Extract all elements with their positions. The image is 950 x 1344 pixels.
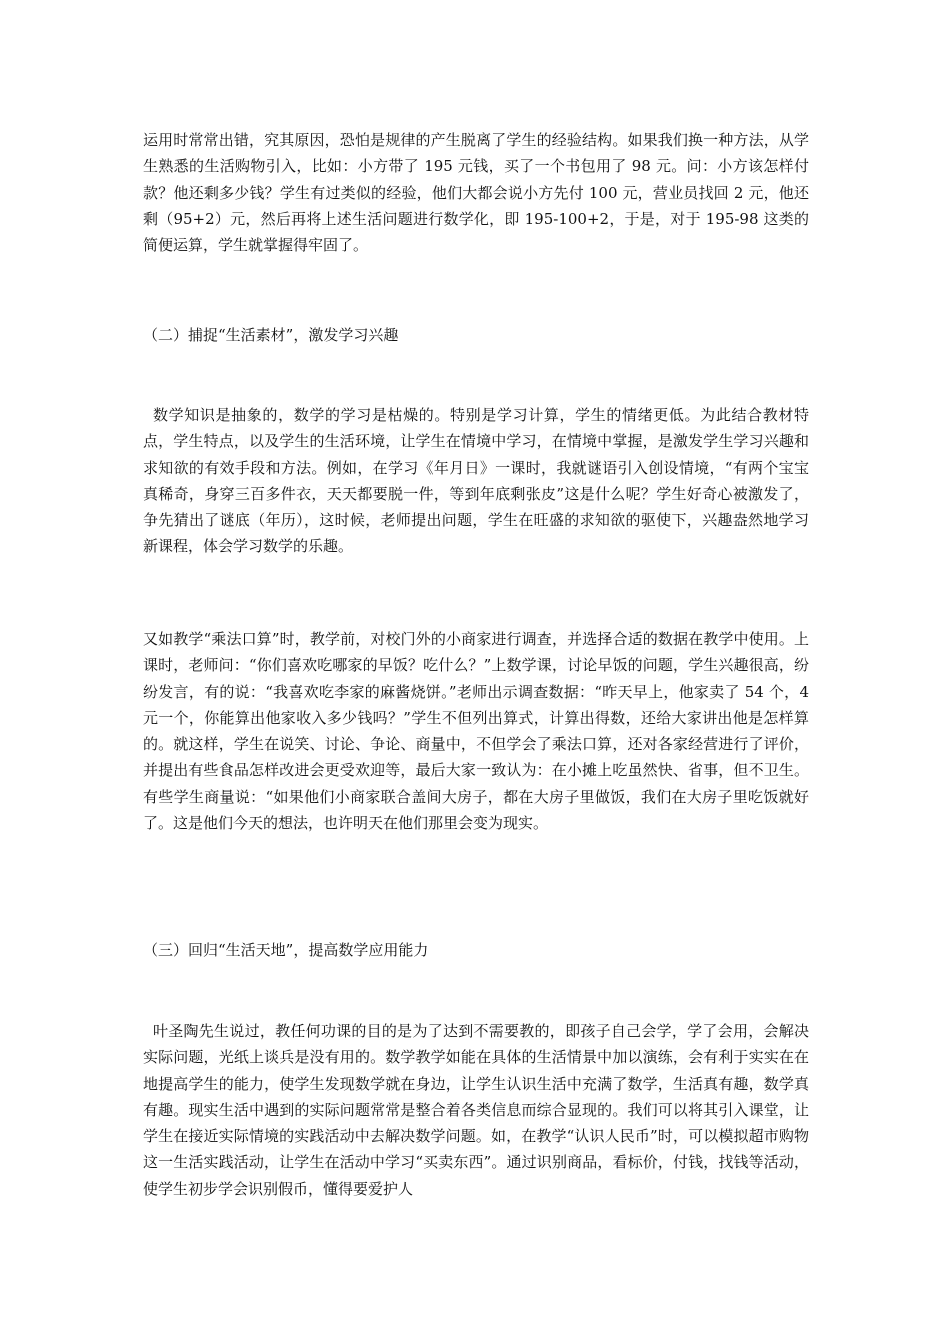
paragraph-2: 数学知识是抽象的，数学的学习是枯燥的。特别是学习计算，学生的情绪更低。为此结合教材特点，学生特点，以及学生的生活环境，让学生在情境中学习，在情境中掌握，是激发学生学习兴趣和求知欲的有效手段和方法。例如，在学习《年月日》一课时，我就谜语引入创设情境，“有两个宝宝真稀奇，身穿三百多件衣，天天都要脱一件，等到年底剩张皮”这是什么呢？学生好奇心被激发了，争先猜出了谜底（年历），这时候，老师提出问题，学生在旺盛的求知欲的驱使下，兴趣盎然地学习新课程，体会学习数学的乐趣。 [143,406,809,556]
section-heading-3: （三）回归“生活天地”，提高数学应用能力 [143,941,429,959]
paragraph-3: 又如教学“乘法口算”时，教学前，对校门外的小商家进行调查，并选择合适的数据在教学中使用。上课时，老师问：“你们喜欢吃哪家的早饭？吃什么？”上数学课，讨论早饭的问题，学生兴趣很高，纷纷发言，有的说：“我喜欢吃李家的麻酱烧饼。”老师出示调查数据：“昨天早上，他家卖了 54 个，4 元一个，你能算出他家收入多少钱吗？”学生不但列出算式，计算出得数，还给大家讲出他是怎样算的。就这样，学生在说笑、讨论、争论、商量中，不但学会了乘法口算，还对各家经营进行了评价，并提出有些食品怎样改进会更受欢迎等，最后大家一致认为：在小摊上吃虽然快、省事，但不卫生。有些学生商量说：“如果他们小商家联合盖间大房子，都在大房子里做饭，我们在大房子里吃饭就好了。这是他们今天的想法，也许明天在他们那里会变为现实。 [143,630,809,833]
paragraph-1: 运用时常常出错，究其原因，恐怕是规律的产生脱离了学生的经验结构。如果我们换一种方法，从学生熟悉的生活购物引入，比如：小方带了 195 元钱，买了一个书包用了 98 元。问：小方该怎样付款？他还剩多少钱？学生有过类似的经验，他们大都会说小方先付 100 元，营业员找回 2 元，他还剩（95+2）元，然后再将上述生活问题进行数学化，即 195-100+2，于是，对于 195-98 这类的简便运算，学生就掌握得牢固了。 [143,131,809,255]
section-heading-2: （二）捕捉“生活素材”，激发学习兴趣 [143,326,399,344]
paragraph-4: 叶圣陶先生说过，教任何功课的目的是为了达到不需要教的，即孩子自己会学，学了会用，会解决实际问题，光纸上谈兵是没有用的。数学教学如能在具体的生活情景中加以演练，会有利于实实在在地提高学生的能力，使学生发现数学就在身边，让学生认识生活中充满了数学，生活真有趣，数学真有趣。现实生活中遇到的实际问题常常是整合着各类信息而综合显现的。我们可以将其引入课堂，让学生在接近实际情境的实践活动中去解决数学问题。如，在教学“认识人民币”时，可以模拟超市购物这一生活实践活动，让学生在活动中学习“买卖东西”。通过识别商品，看标价，付钱，找钱等活动，使学生初步学会识别假币，懂得要爱护人 [143,1022,809,1198]
